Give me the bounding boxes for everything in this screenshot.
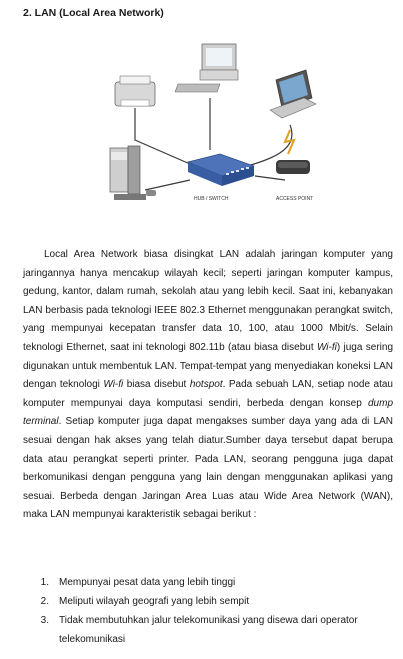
hub-switch-label: HUB / SWITCH: [194, 196, 229, 202]
access-point-label: ACCESS POINT: [276, 196, 314, 202]
list-item: 1. Mempunyai pesat data yang lebih tinggi: [40, 577, 236, 588]
lan-diagram: [90, 40, 350, 220]
list-item: 2. Meliputi wilayah geografi yang lebih sempit: [40, 596, 250, 607]
desktop-tower-icon: [110, 146, 156, 200]
section-heading: 2. LAN (Local Area Network): [23, 7, 164, 19]
laptop-icon: [270, 70, 316, 118]
list-item: 3. Tidak membutuhkan jalur telekomunikasi yang disewa dari operator telekomunikasi: [40, 615, 358, 645]
characteristics-list: [23, 573, 393, 649]
body-paragraph: Local Area Network biasa disingkat LAN adalah jaringan komputer yang jaringannya hanya mencakup wilayah kecil; seperti jaringan komputer kampus, gedung, kantor, dalam rumah, sekolah atau yang lebih kecil. Saat ini, kebanyakan LAN berbasis pada teknologi IEEE 802.3 Ethernet menggunakan perangkat switch, yang mempunyai kecepatan transfer data 10, 100, atau 1000 Mbit/s. Selain teknologi Ethernet, saat ini teknologi 802.11b (atau biasa disebut Wi-fi) juga sering digunakan untuk membentuk LAN. Tempat-tempat yang menyediakan koneksi LAN dengan teknologi Wi-fi biasa disebut hotspot. Pada sebuah LAN, setiap node atau komputer mempunyai daya komputasi sendiri, berbeda dengan konsep dump terminal. Setiap komputer juga dapat mengakses sumber daya yang ada di LAN sesuai dengan hak akses yang telah diatur.Sumber daya tersebut dapat berupa data atau perangkat seperti printer. Pada LAN, seorang pengguna juga dapat berkomunikasi dengan pengguna yang lain dengan menggunakan aplikasi yang sesuai. Berbeda dengan Jaringan Area Luas atau Wide Area Network (WAN), maka LAN mempunyai karakteristik sebagai berikut :: [23, 249, 394, 521]
hub-switch-icon: [188, 154, 254, 186]
desktop-computer-icon: [175, 44, 238, 92]
printer-icon: [115, 76, 155, 106]
